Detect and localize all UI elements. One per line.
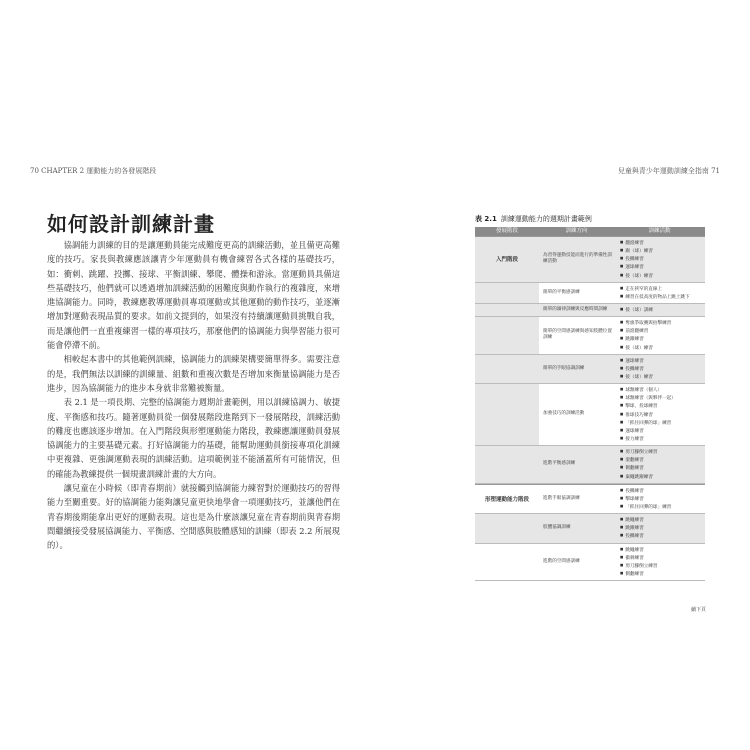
activity-item: ■ 走在狹窄的直線上 bbox=[620, 285, 705, 293]
activity-item: ■ 奪旗爭取賽與拍擊練習 bbox=[620, 319, 705, 327]
activity-item: ■ 滾翻練習 bbox=[620, 456, 705, 464]
activity-item: ■ 跳躍練習 bbox=[620, 524, 705, 532]
activity-item: ■ 剪刀腳倒立練習 bbox=[620, 562, 705, 570]
table-row bbox=[475, 317, 705, 355]
activity-item: ■ 投擲練習 bbox=[620, 365, 705, 373]
table-caption bbox=[475, 214, 592, 224]
table-row bbox=[475, 514, 705, 543]
table-row bbox=[475, 484, 705, 514]
stage-cell bbox=[475, 317, 539, 354]
table-title: 訓練運動能力的週期計畫範例 bbox=[500, 215, 592, 223]
training-plan-table bbox=[475, 227, 705, 581]
activity-item: ■ 球類練習（個人） bbox=[620, 386, 705, 394]
activities-cell bbox=[614, 514, 705, 542]
table-label: 表 2.1 bbox=[475, 215, 497, 223]
activity-item: ■ 棄繩跳躍練習 bbox=[620, 473, 705, 481]
activity-item: ■ 接力練習 bbox=[620, 435, 705, 443]
activity-item: ■ 運球練習 bbox=[620, 263, 705, 271]
direction-cell: 簡單的平衡感訓練 bbox=[543, 289, 580, 295]
activities-cell bbox=[614, 544, 705, 581]
activity-item: ■ 運球練習 bbox=[620, 427, 705, 435]
activity-item: ■ 投擲練習 bbox=[620, 487, 705, 495]
direction-cell: 進階的空間感訓練 bbox=[543, 558, 580, 564]
column-header-stage: 發展階段 bbox=[495, 228, 518, 234]
activity-item: ■ 投擲練習 bbox=[620, 532, 705, 540]
activity-item: ■ 「抓住回彈的球」練習 bbox=[620, 419, 705, 427]
direction-cell: 簡單的韻律訓練與反應時間訓練 bbox=[543, 306, 608, 312]
activities-cell bbox=[614, 317, 705, 354]
activity-item: ■ 「抓住回彈的球」練習 bbox=[620, 503, 705, 511]
stage-cell bbox=[475, 514, 539, 542]
stage-cell: 形塑運動能力階段 bbox=[484, 496, 529, 503]
section-title: 如何設計訓練計畫 bbox=[47, 212, 215, 236]
activities-cell bbox=[614, 485, 705, 513]
paragraph-1: 協調能力訓練的目的是讓運動員能完成難度更高的訓練活動，並且備更高難度的技巧。家長與教練應該讓青少年運動員有機會練習各式各樣的基礎技巧，如：衝刺、跳躍、投擲、接球、平衡訓練、攀爬、體操和游泳。當運動員具備這些基礎技巧，他們就可以透過增加訓練活動的困難度與動作執行的複雜度，來增進協調能力。同時，教練應教導運動員專項運動或其他運動的動作技巧，並逐漸增加對運動表現品質的要求。如前文提到的，如果沒有持續讓運動員挑戰自我，而是讓他們一直重複練習一樣的專項技巧，那麼他們的協調能力與學習能力很可能會停滯不前。 bbox=[47, 240, 340, 351]
activity-item: ■ 剪刀腳倒立練習 bbox=[620, 448, 705, 456]
direction-cell: 進階平衡感訓練 bbox=[543, 461, 576, 467]
direction-cell: 進階手眼協調訓練 bbox=[543, 495, 580, 501]
table-body bbox=[475, 236, 705, 581]
activity-item: ■ 前滾翻練習 bbox=[620, 327, 705, 335]
activity-item: ■ 接（球）訓練 bbox=[620, 306, 705, 314]
activity-item: ■ 擊球、投球練習 bbox=[620, 402, 705, 410]
table-row bbox=[475, 544, 705, 582]
activities-cell bbox=[614, 237, 705, 282]
column-header-activities: 訓練活動 bbox=[648, 228, 671, 234]
direction-cell: 肢體協調訓練 bbox=[543, 525, 571, 531]
activities-cell bbox=[614, 384, 705, 445]
paragraph-3: 表 2.1 是一項長期、完整的協調能力週期計畫範例，用以訓練協調力、敏捷度、平衡感和技巧。隨著運動員從一個發展階段進階到下一發展階段，訓練活動的難度也應該逐步增加。在入門階段與形塑運動能力階段，教練應讓運動員發展協調能力的主要基礎元素。打好協調能力的基礎，能幫助運動員銜接專項化訓練中更複雜、更強調運動表現的訓練活動。這項範例並不能涵蓋所有可能情況，但的確能為教練提供一個規畫訓練計畫的大方向。 bbox=[47, 397, 340, 479]
stage-cell: 入門階段 bbox=[475, 237, 539, 282]
activity-item: ■ 球類練習（與夥伴一起） bbox=[620, 394, 705, 402]
activity-item: ■ 接（球）練習 bbox=[620, 373, 705, 381]
activity-item: ■ 跳繩練習 bbox=[620, 546, 705, 554]
table-header-row bbox=[475, 227, 705, 236]
activities-cell bbox=[614, 446, 705, 483]
table-row bbox=[475, 304, 705, 317]
stage-cell bbox=[475, 283, 539, 303]
activity-item: ■ 側翻練習 bbox=[620, 570, 705, 578]
direction-cell: 簡單的空間感訓練與感知肢體位置訓練 bbox=[543, 329, 612, 341]
activity-item: ■ 推球技巧練習 bbox=[620, 411, 705, 419]
direction-cell: 加強技巧的訓練活動 bbox=[543, 411, 585, 417]
activity-item: ■ 接（球）練習 bbox=[620, 344, 705, 352]
table-row bbox=[475, 384, 705, 446]
activity-item: ■ 跳繩練習 bbox=[620, 516, 705, 524]
stage-cell bbox=[475, 304, 539, 316]
activities-cell bbox=[614, 355, 705, 383]
table-row bbox=[475, 446, 705, 484]
activity-item: ■ 踢（球）練習 bbox=[620, 247, 705, 255]
activity-item: ■ 衝刺練習 bbox=[620, 554, 705, 562]
activity-item: ■ 跳躍練習 bbox=[620, 335, 705, 343]
right-page bbox=[375, 0, 750, 750]
continued-note: 續下頁 bbox=[691, 607, 707, 613]
activities-cell bbox=[614, 283, 705, 303]
activity-item: ■ 練習在低高度的物品上跳上跳下 bbox=[620, 293, 705, 301]
paragraph-4: 讓兒童在小時候（即青春期前）就接觸到協調能力練習對於運動技巧的習得能力至關重要。好的協調能力能夠讓兒童更快地學會一項運動技巧，並讓他們在青春期後期能拿出更好的運動表現。這也是為什麼該讓兒童在青春期前與青春期間繼續接受發展協調能力、平衡感、空間感與肢體感知的訓練（即表 2.2 所展現的）。 bbox=[47, 483, 340, 551]
stage-cell bbox=[475, 384, 539, 445]
activity-item: ■ 翻滾練習 bbox=[620, 239, 705, 247]
table-row bbox=[475, 355, 705, 384]
table-row bbox=[475, 283, 705, 304]
stage-cell bbox=[475, 544, 539, 581]
paragraph-2: 相較起本書中的其他範例訓練，協調能力的訓練架構要簡單得多。需要注意的是，我們無法以訓練的訓練量、組數和重複次數是否增加來衡量協調能力是否進步，因為協調能力的進步本身就非常難被衡量。 bbox=[47, 354, 340, 393]
table-row bbox=[475, 236, 705, 283]
activity-item: ■ 側翻練習 bbox=[620, 464, 705, 472]
stage-cell bbox=[475, 355, 539, 383]
direction-cell: 簡單的手眼協調訓練 bbox=[543, 365, 585, 371]
left-running-header: 70 CHAPTER 2 運動能力的各發展階段 bbox=[30, 167, 157, 175]
column-header-direction: 訓練方向 bbox=[565, 228, 588, 234]
activity-item: ■ 擊球練習 bbox=[620, 495, 705, 503]
activity-item: ■ 運球練習 bbox=[620, 357, 705, 365]
body-text bbox=[47, 238, 340, 553]
stage-cell bbox=[475, 446, 539, 483]
right-running-header: 兒童與青少年運動訓練全指南 71 bbox=[617, 167, 720, 175]
activity-item: ■ 接（球）練習 bbox=[620, 272, 705, 280]
activity-item: ■ 投擲練習 bbox=[620, 255, 705, 263]
activities-cell bbox=[614, 304, 705, 316]
direction-cell: 為習得運動技能而進行的準備性訓練活動 bbox=[543, 252, 612, 265]
